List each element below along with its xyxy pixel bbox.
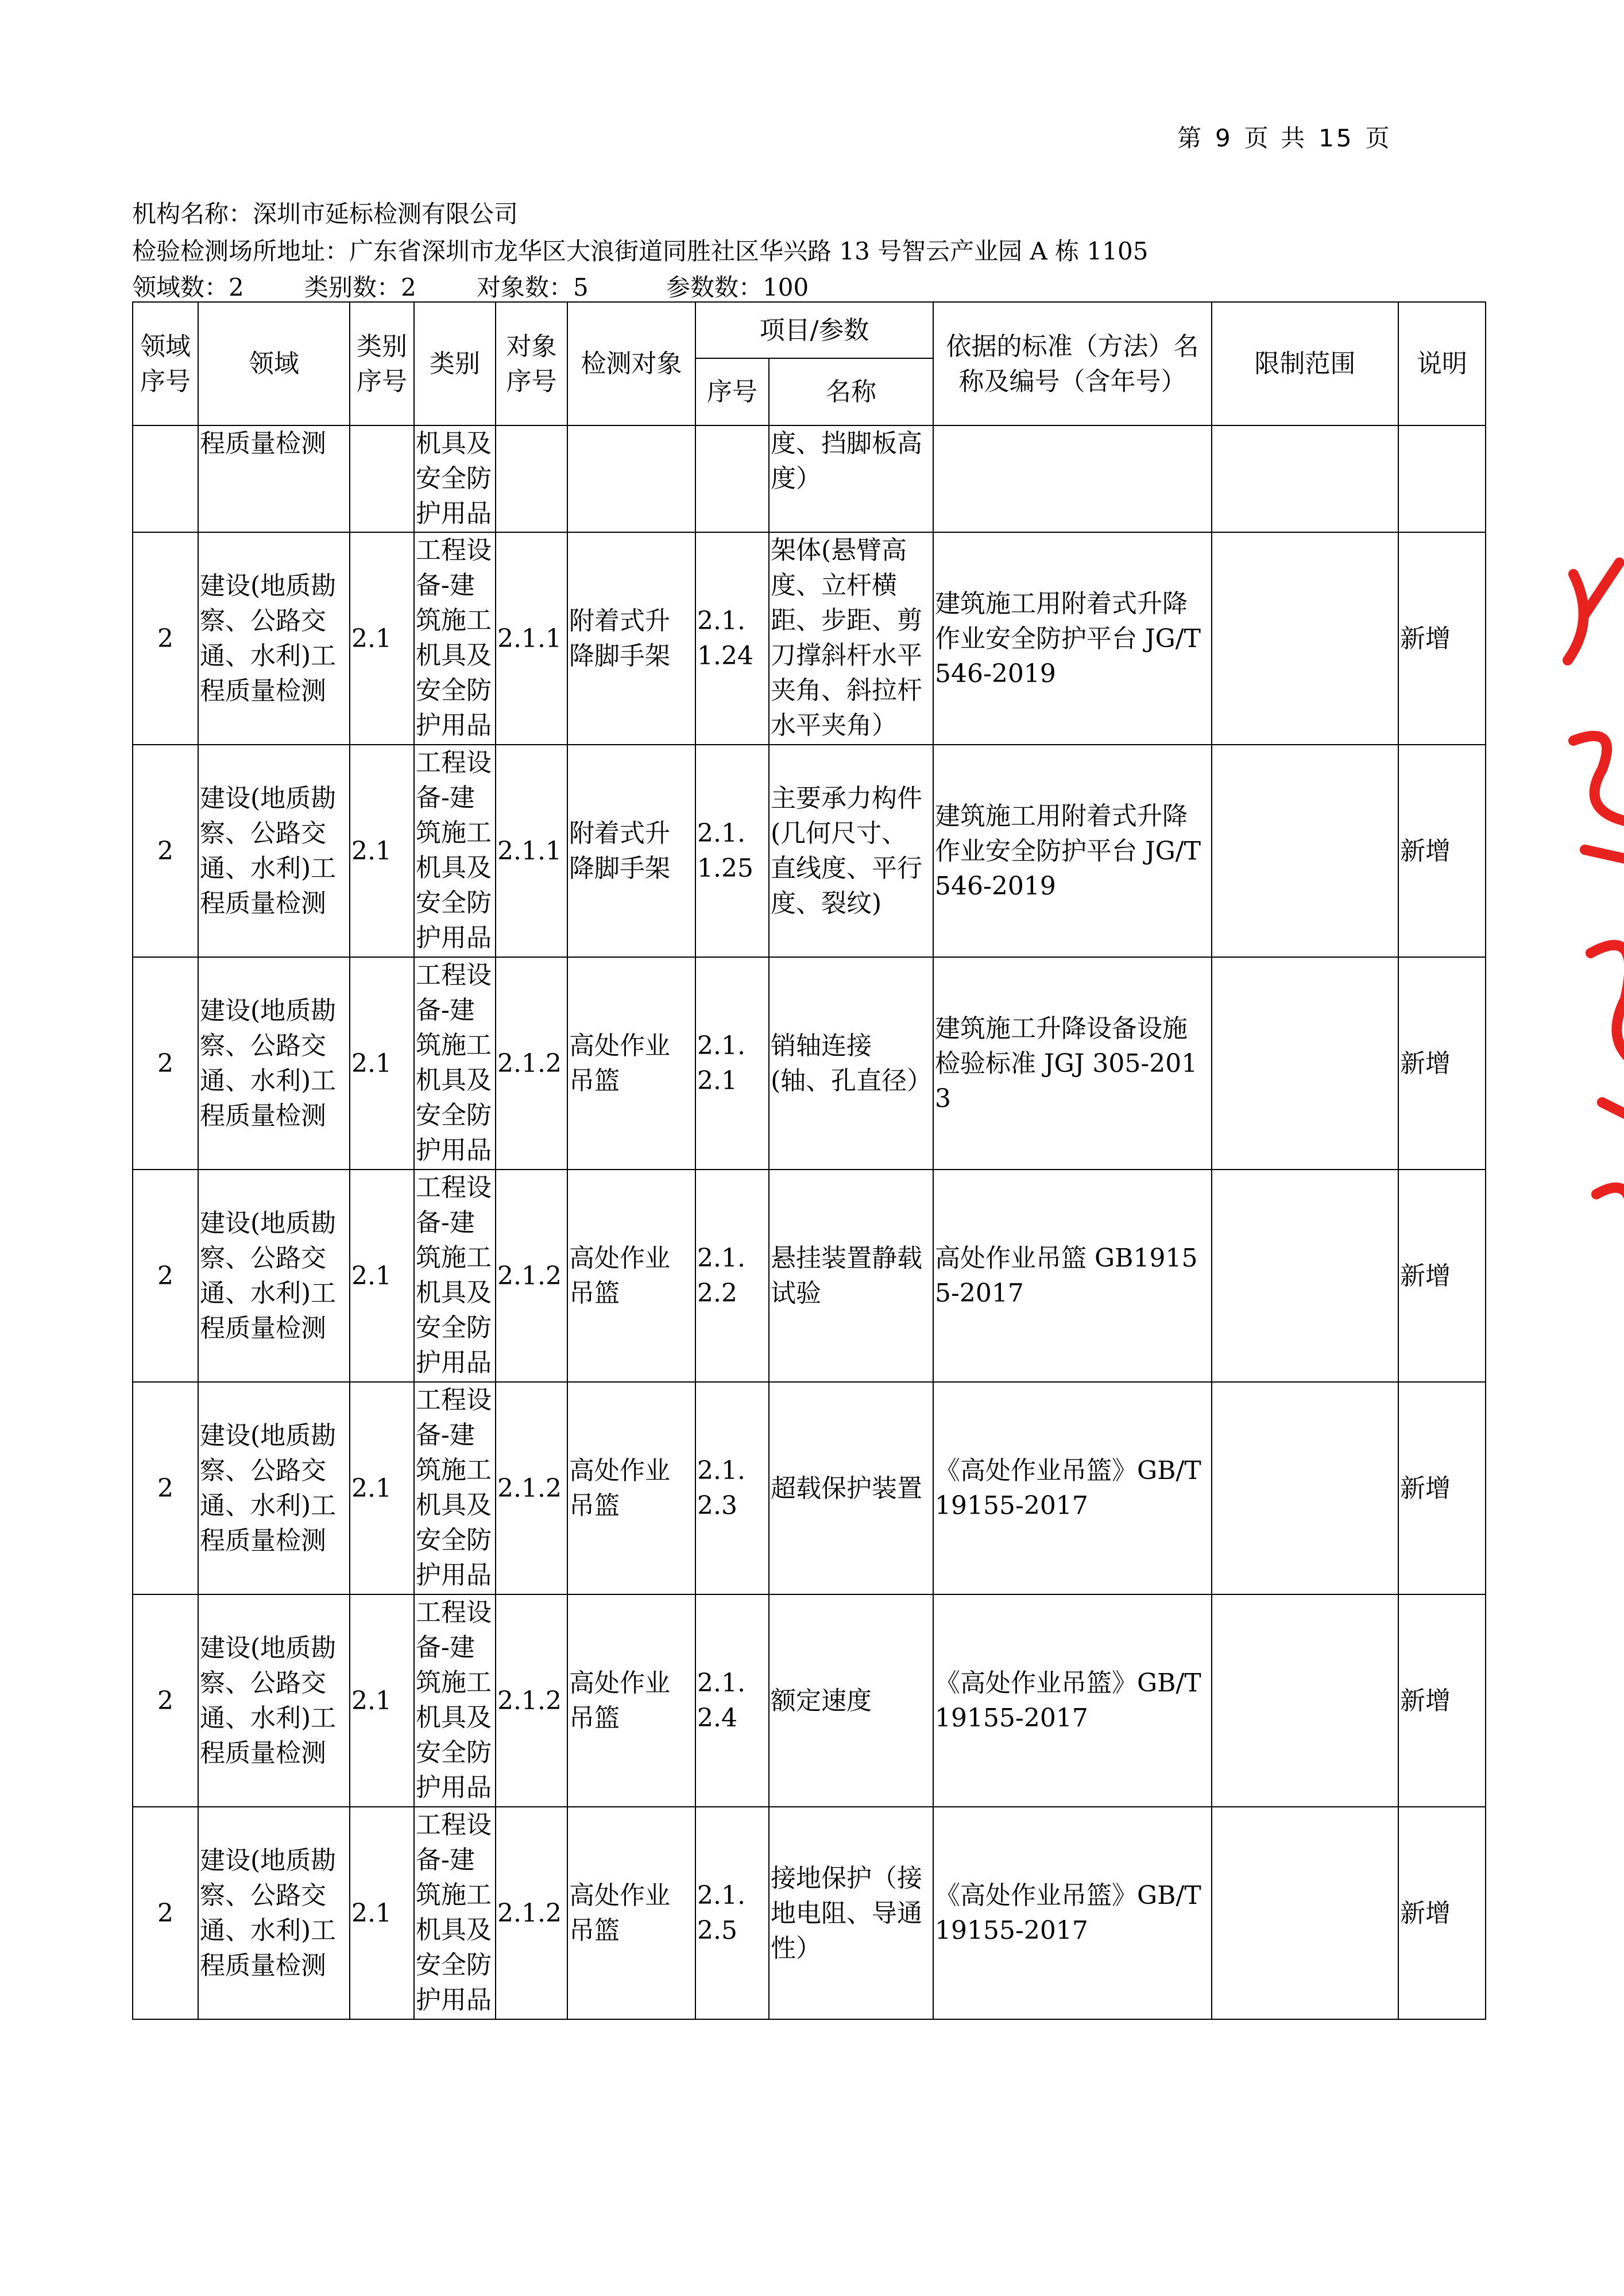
header-domain-no: 领域序号 [133, 302, 198, 425]
cell-note: 新增 [1398, 957, 1486, 1170]
cell-object: 高处作业吊篮 [567, 1170, 695, 1382]
cell-domain-no: 2 [133, 957, 198, 1170]
table-row [133, 957, 1486, 1170]
cell-object-no: 2.1.1 [496, 532, 567, 745]
inspection-table [132, 301, 1486, 2020]
cell-object-no: 2.1.2 [496, 1594, 567, 1807]
header-object: 检测对象 [567, 302, 695, 425]
summary-counts [132, 269, 809, 303]
cell-note: 新增 [1398, 532, 1486, 745]
cell-category-no: 2.1 [350, 1594, 414, 1807]
cell-note: 新增 [1398, 1170, 1486, 1382]
cell-note [1398, 425, 1486, 532]
cell-category: 工程设备-建筑施工机具及安全防护用品 [414, 1382, 496, 1594]
cell-category-no: 2.1 [350, 745, 414, 957]
category-count: 类别数：2 [304, 273, 416, 301]
page-middle: 页 共 [1244, 124, 1308, 152]
cell-domain-no: 2 [133, 1170, 198, 1382]
table-row [133, 745, 1486, 957]
cell-object: 高处作业吊篮 [567, 1382, 695, 1594]
cell-category: 工程设备-建筑施工机具及安全防护用品 [414, 1807, 496, 2019]
official-seal-stamp [1550, 551, 1624, 1298]
header-object-no: 对象序号 [496, 302, 567, 425]
cell-domain: 建设(地质勘察、公路交通、水利)工程质量检测 [198, 1807, 350, 2019]
header-category-no: 类别序号 [350, 302, 414, 425]
cell-limit [1212, 1594, 1398, 1807]
cell-limit [1212, 1382, 1398, 1594]
cell-item-name: 接地保护（接地电阻、导通性） [769, 1807, 933, 2019]
cell-note: 新增 [1398, 745, 1486, 957]
object-count: 对象数：5 [477, 273, 589, 301]
cell-domain: 建设(地质勘察、公路交通、水利)工程质量检测 [198, 532, 350, 745]
cell-item-no: 2.1.2.3 [695, 1382, 769, 1594]
table-row [133, 1382, 1486, 1594]
page-total: 15 [1318, 124, 1354, 152]
header-category: 类别 [414, 302, 496, 425]
cell-note: 新增 [1398, 1594, 1486, 1807]
cell-category: 工程设备-建筑施工机具及安全防护用品 [414, 532, 496, 745]
cell-category: 工程设备-建筑施工机具及安全防护用品 [414, 1594, 496, 1807]
cell-category: 工程设备-建筑施工机具及安全防护用品 [414, 1170, 496, 1382]
page-suffix: 页 [1365, 124, 1392, 152]
cell-object: 附着式升降脚手架 [567, 745, 695, 957]
cell-domain: 建设(地质勘察、公路交通、水利)工程质量检测 [198, 1170, 350, 1382]
cell-object [567, 425, 695, 532]
cell-item-no: 2.1.2.5 [695, 1807, 769, 2019]
cell-item-name: 悬挂装置静载试验 [769, 1170, 933, 1382]
table-row [133, 425, 1486, 532]
header-limit: 限制范围 [1212, 302, 1398, 425]
cell-item-name: 架体(悬臂高度、立杆横距、步距、剪刀撑斜杆水平夹角、斜拉杆水平夹角） [769, 532, 933, 745]
cell-domain-no: 2 [133, 532, 198, 745]
cell-domain: 程质量检测 [198, 425, 350, 532]
cell-domain-no: 2 [133, 745, 198, 957]
cell-category-no: 2.1 [350, 957, 414, 1170]
cell-category: 工程设备-建筑施工机具及安全防护用品 [414, 745, 496, 957]
cell-limit [1212, 1807, 1398, 2019]
cell-category: 工程设备-建筑施工机具及安全防护用品 [414, 957, 496, 1170]
header-standard: 依据的标准（方法）名称及编号（含年号） [933, 302, 1212, 425]
cell-object-no: 2.1.2 [496, 1382, 567, 1594]
cell-object-no: 2.1.2 [496, 1807, 567, 2019]
table-row [133, 1594, 1486, 1807]
cell-item-name: 销轴连接(轴、孔直径） [769, 957, 933, 1170]
cell-item-no: 2.1.2.2 [695, 1170, 769, 1382]
cell-domain-no: 2 [133, 1807, 198, 2019]
cell-item-no [695, 425, 769, 532]
cell-standard: 建筑施工用附着式升降作业安全防护平台 JG/T 546-2019 [933, 745, 1212, 957]
cell-limit [1212, 1170, 1398, 1382]
cell-domain: 建设(地质勘察、公路交通、水利)工程质量检测 [198, 1594, 350, 1807]
cell-standard: 建筑施工用附着式升降作业安全防护平台 JG/T 546-2019 [933, 532, 1212, 745]
cell-category-no [350, 425, 414, 532]
cell-limit [1212, 425, 1398, 532]
address: 检验检测场所地址：广东省深圳市龙华区大浪街道同胜社区华兴路 13 号智云产业园 A 栋 1105 [132, 237, 1149, 265]
cell-item-no: 2.1.2.4 [695, 1594, 769, 1807]
cell-item-name: 主要承力构件(几何尺寸、直线度、平行度、裂纹) [769, 745, 933, 957]
page-number [1171, 119, 1398, 154]
cell-item-name: 额定速度 [769, 1594, 933, 1807]
cell-category-no: 2.1 [350, 1807, 414, 2019]
cell-standard: 《高处作业吊篮》GB/T 19155-2017 [933, 1807, 1212, 2019]
cell-limit [1212, 745, 1398, 957]
cell-object-no: 2.1.2 [496, 957, 567, 1170]
cell-object-no [496, 425, 567, 532]
cell-category-no: 2.1 [350, 1170, 414, 1382]
cell-item-no: 2.1.1.25 [695, 745, 769, 957]
param-count: 参数数：100 [666, 273, 809, 301]
cell-object: 附着式升降脚手架 [567, 532, 695, 745]
cell-category-no: 2.1 [350, 1382, 414, 1594]
cell-standard: 建筑施工升降设备设施检验标准 JGJ 305-2013 [933, 957, 1212, 1170]
cell-item-name: 超载保护装置 [769, 1382, 933, 1594]
cell-domain: 建设(地质勘察、公路交通、水利)工程质量检测 [198, 1382, 350, 1594]
cell-domain: 建设(地质勘察、公路交通、水利)工程质量检测 [198, 745, 350, 957]
cell-standard: 高处作业吊篮 GB19155-2017 [933, 1170, 1212, 1382]
page-prefix: 第 [1177, 124, 1204, 152]
cell-standard [933, 425, 1212, 532]
cell-standard: 《高处作业吊篮》GB/T 19155-2017 [933, 1594, 1212, 1807]
cell-item-no: 2.1.2.1 [695, 957, 769, 1170]
cell-category: 机具及安全防护用品 [414, 425, 496, 532]
cell-domain-no [133, 425, 198, 532]
org-name: 机构名称：深圳市延标检测有限公司 [132, 200, 519, 228]
cell-limit [1212, 957, 1398, 1170]
table-row [133, 1170, 1486, 1382]
cell-object: 高处作业吊篮 [567, 957, 695, 1170]
cell-object: 高处作业吊篮 [567, 1807, 695, 2019]
cell-object-no: 2.1.2 [496, 1170, 567, 1382]
cell-domain-no: 2 [133, 1594, 198, 1807]
header-item-param: 项目/参数 [695, 302, 933, 358]
cell-object-no: 2.1.1 [496, 745, 567, 957]
cell-domain-no: 2 [133, 1382, 198, 1594]
domain-count: 领域数：2 [132, 273, 244, 301]
cell-category-no: 2.1 [350, 532, 414, 745]
cell-note: 新增 [1398, 1382, 1486, 1594]
cell-object: 高处作业吊篮 [567, 1594, 695, 1807]
header-domain: 领域 [198, 302, 350, 425]
page-current: 9 [1215, 124, 1233, 152]
header-item-no: 序号 [695, 358, 769, 425]
table-row [133, 1807, 1486, 2019]
cell-standard: 《高处作业吊篮》GB/T 19155-2017 [933, 1382, 1212, 1594]
cell-item-no: 2.1.1.24 [695, 532, 769, 745]
header-item-name: 名称 [769, 358, 933, 425]
header-note: 说明 [1398, 302, 1486, 425]
cell-domain: 建设(地质勘察、公路交通、水利)工程质量检测 [198, 957, 350, 1170]
cell-limit [1212, 532, 1398, 745]
cell-note: 新增 [1398, 1807, 1486, 2019]
cell-item-name: 度、挡脚板高度） [769, 425, 933, 532]
table-row [133, 532, 1486, 745]
